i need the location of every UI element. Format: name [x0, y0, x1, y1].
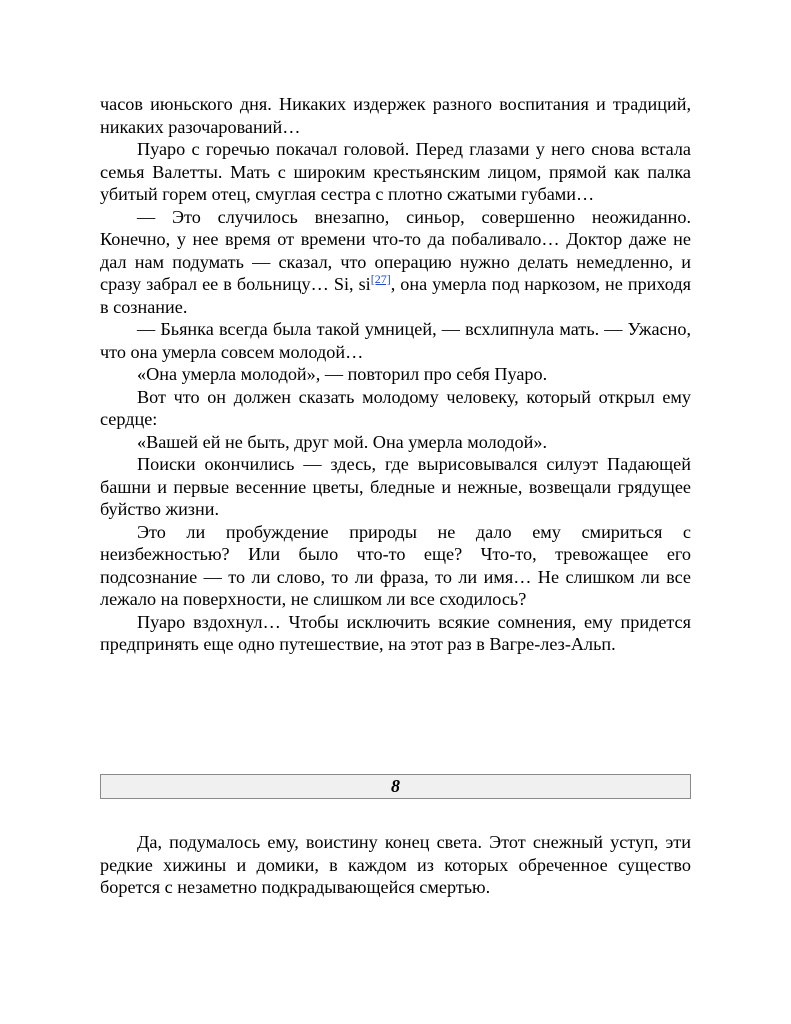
- paragraph-4: — Бьянка всегда была такой умницей, — всхлипнула мать. — Ужасно, что она умерла совсем молодой…: [100, 319, 691, 362]
- paragraph-11: Да, подумалось ему, воистину конец света. Этот снежный уступ, эти редкие хижины и домики, в каждом из которых обреченное существо борется с незаметно подкрадывающейся смертью.: [100, 832, 691, 897]
- paragraph-8: Поиски окончились — здесь, где вырисовывался силуэт Падающей башни и первые весенние цветы, бледные и нежные, возвещали грядущее буйство жизни.: [100, 454, 691, 519]
- paragraph-3: [100, 206, 691, 319]
- paragraph-6: Вот что он должен сказать молодому человеку, который открыл ему сердце:: [100, 386, 691, 429]
- paragraph-3-text-before: — Это случилось внезапно, синьор, совершенно неожиданно. Конечно, у нее время от времени что-то да побаливало… Доктор даже не дал нам подумать — сказал, что операцию нужно делать немедленно, и сразу забрал ее в больницу… Si, si: [100, 206, 691, 294]
- chapter-heading: 8: [100, 774, 691, 799]
- paragraph-5: «Она умерла молодой», — повторил про себя Пуаро.: [137, 364, 548, 384]
- paragraph-3-text-after: , она умерла под наркозом, не приходя в сознание.: [100, 274, 691, 317]
- paragraph-9: Это ли пробуждение природы не дало ему смириться с неизбежностью? Или было что-то еще? Что-то, тревожащее его подсознание — то ли слово, то ли фраза, то ли имя… Не слишком ли все лежало на поверхности, не слишком ли все сходилось?: [100, 521, 691, 609]
- top-text-block: [100, 93, 691, 656]
- paragraph-2: Пуаро с горечью покачал головой. Перед глазами у него снова встала семья Валетты. Мать с широким крестьянским лицом, прямой как палка убитый горем отец, смуглая сестра с плотно сжатыми губами…: [100, 139, 691, 204]
- footnote-link[interactable]: [27]: [370, 271, 391, 286]
- paragraph-1: часов июньского дня. Никаких издержек разного воспитания и традиций, никаких разочарований…: [100, 94, 691, 137]
- paragraph-7: «Вашей ей не быть, друг мой. Она умерла молодой».: [137, 431, 548, 452]
- bottom-text-block: [100, 831, 691, 899]
- paragraph-10: Пуаро вздохнул… Чтобы исключить всякие сомнения, ему придется предпринять еще одно путешествие, на этот раз в Вагре-лез-Альп.: [100, 611, 691, 654]
